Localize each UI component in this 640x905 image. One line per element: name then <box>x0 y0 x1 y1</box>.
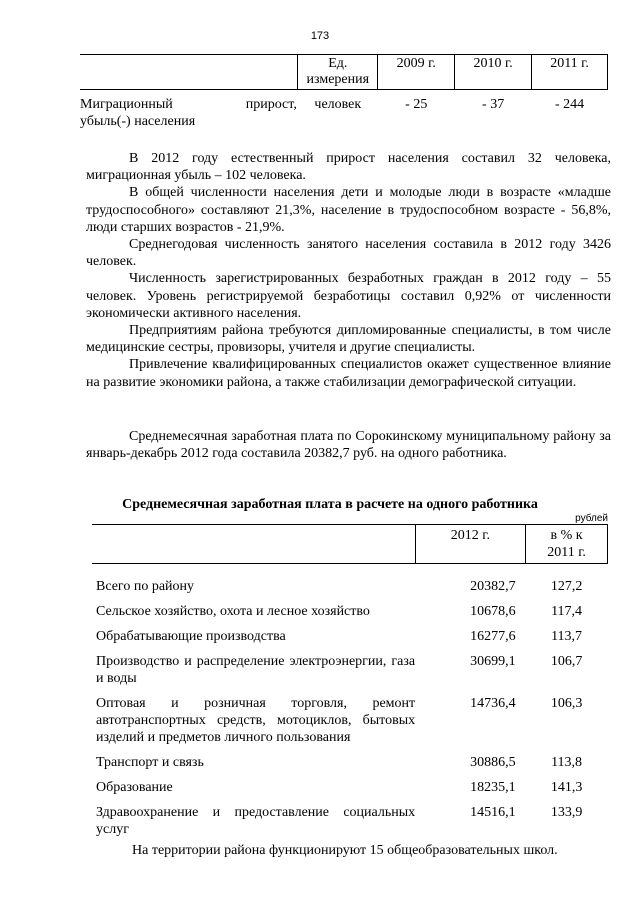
table-row <box>92 574 608 599</box>
migration-2010: - 37 <box>482 97 505 112</box>
final-paragraph: На территории района функционируют 15 общеобразовательных школ. <box>132 843 558 858</box>
row-value-2012: 16277,6 <box>470 629 516 644</box>
paragraph: Привлечение квалифицированных специалистов окажет существенное влияние на развитие экономики района, а также стабилизации демографической ситуации. <box>86 357 611 390</box>
paragraph: В общей численности населения дети и молодые люди в возрасте «младше трудоспособного» составляют 21,3%, население в трудоспособном возрасте - 56,8%, люди старших возрастов - 21,9%. <box>86 185 611 235</box>
salary-text <box>86 428 611 462</box>
row-label: Образование <box>96 780 173 795</box>
row-label: Обрабатывающие производства <box>96 629 286 644</box>
header-percent-line1: в % к <box>550 528 583 543</box>
header-2012: 2012 г. <box>415 525 525 564</box>
row-label: Оптовая и розничная торговля, ремонт автотранспортных средств, мотоциклов, бытовых изделий и предметов личного пользования <box>96 696 416 745</box>
table-row <box>92 624 608 649</box>
row-percent: 106,3 <box>550 696 583 711</box>
demographics-text <box>86 150 611 391</box>
table-row <box>92 750 608 775</box>
row-percent: 106,7 <box>550 654 583 669</box>
row-label: Всего по району <box>96 579 195 594</box>
migration-2011: - 244 <box>554 97 585 112</box>
row-percent: 117,4 <box>551 604 583 619</box>
row-percent: 113,7 <box>551 629 583 644</box>
header-unit: Ед. измерения <box>298 55 378 90</box>
salary-table-header <box>92 525 608 564</box>
row-label: Транспорт и связь <box>96 755 204 770</box>
table-row <box>92 691 608 750</box>
row-value-2012: 14516,1 <box>470 805 516 820</box>
row-label: Сельское хозяйство, охота и лесное хозяйство <box>96 604 370 619</box>
row-value-2012: 10678,6 <box>470 604 516 619</box>
row-percent: 113,8 <box>551 755 583 770</box>
header-blank-cell <box>92 525 415 564</box>
header-2009: 2009 г. <box>378 55 455 90</box>
paragraph: В 2012 году естественный прирост населения составил 32 человека, миграционная убыль – 102 человека. <box>86 151 611 184</box>
migration-2009: - 25 <box>405 97 428 112</box>
table-row <box>92 800 608 842</box>
paragraph: Среднегодовая численность занятого населения составила в 2012 году 3426 человек. <box>86 237 611 270</box>
table-row <box>92 649 608 691</box>
row-percent: 141,3 <box>550 780 583 795</box>
migration-label-line2: убыль(-) населения <box>80 114 196 129</box>
header-blank-cell <box>80 55 298 90</box>
migration-label-word1: Миграционный <box>80 97 173 112</box>
paragraph: Предприятиям района требуются дипломированные специалисты, в том числе медицинские сестры, провизоры, учителя и другие специалисты. <box>86 323 611 356</box>
migration-label-word2: прирост, <box>245 97 297 112</box>
salary-table <box>92 524 608 842</box>
migration-table-header <box>80 55 608 90</box>
page-number: 173 <box>310 30 330 42</box>
paragraph: Численность зарегистрированных безработных граждан в 2012 году – 55 человек. Уровень регистрируемой безработицы составил 0,92% от численности экономически активного населения. <box>86 271 611 321</box>
row-value-2012: 30699,1 <box>470 654 516 669</box>
row-value-2012: 30886,5 <box>470 755 516 770</box>
migration-row <box>80 90 608 132</box>
salary-paragraph: Среднемесячная заработная плата по Сорокинскому муниципальному району за январь-декабрь 2012 года составила 20382,7 руб. на одного работника. <box>86 429 611 462</box>
migration-row-label <box>80 90 298 132</box>
row-value-2012: 14736,4 <box>470 696 516 711</box>
salary-table-title: Среднемесячная заработная плата в расчете на одного работника <box>122 497 538 512</box>
header-percent-line2: 2011 г. <box>547 545 586 560</box>
header-percent <box>526 525 608 564</box>
row-label: Здравоохранение и предоставление социальных услуг <box>96 805 416 837</box>
migration-unit: человек <box>314 97 362 112</box>
salary-table-unit: рублей <box>575 513 608 524</box>
row-percent: 133,9 <box>550 805 583 820</box>
table-row <box>92 599 608 624</box>
header-2011: 2011 г. <box>532 55 608 90</box>
row-value-2012: 18235,1 <box>470 780 516 795</box>
header-2010: 2010 г. <box>455 55 532 90</box>
row-label: Производство и распределение электроэнергии, газа и воды <box>96 654 416 686</box>
row-value-2012: 20382,7 <box>470 579 516 594</box>
table-row <box>92 775 608 800</box>
salary-table-body <box>92 574 608 842</box>
row-percent: 127,2 <box>550 579 583 594</box>
migration-table <box>80 54 608 131</box>
